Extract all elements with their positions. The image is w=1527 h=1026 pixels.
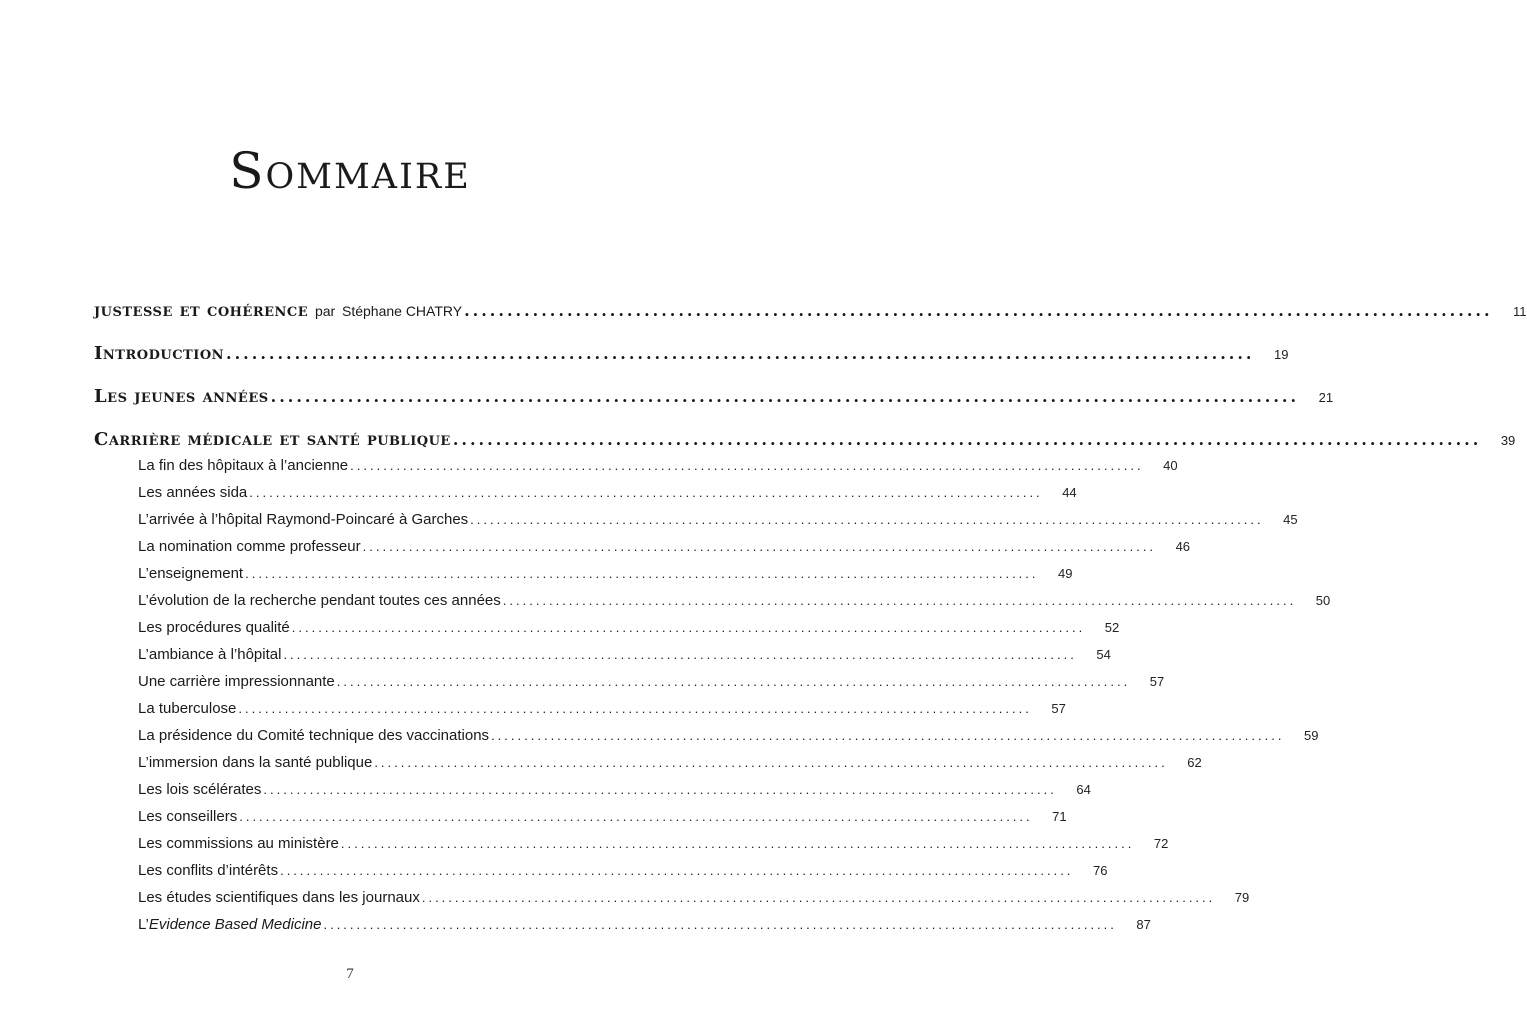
toc-page-number: 76 <box>1093 863 1108 878</box>
toc-page-number: 49 <box>1058 566 1073 581</box>
toc-section-label: La tuberculose <box>138 700 237 717</box>
toc-section[interactable] <box>138 916 1151 940</box>
toc-section[interactable] <box>138 754 1202 778</box>
toc-section-label: La fin des hôpitaux à l’ancienne <box>138 457 349 474</box>
toc-page-number: 72 <box>1153 836 1169 851</box>
toc-chapter-justesse[interactable] <box>94 300 1527 324</box>
toc-page-number: 57 <box>1051 701 1066 716</box>
dot-leader: ........................................................................................................................ <box>421 890 1216 905</box>
toc-page-number: 79 <box>1234 890 1250 905</box>
toc-page-number: 50 <box>1315 593 1331 608</box>
dot-leader: ........................................................................................................................ <box>280 863 1074 878</box>
dot-leader: ........................................................................................................................ <box>249 485 1043 500</box>
toc-page-number: 39 <box>1500 433 1516 448</box>
toc-section[interactable] <box>138 862 1108 886</box>
toc-page-number: 11 <box>1513 304 1527 319</box>
dot-leader: ........................................................................................................................ <box>502 593 1297 608</box>
toc-chapter-introduction[interactable] <box>94 343 1289 367</box>
toc-section[interactable] <box>138 592 1331 616</box>
toc-page-number: 57 <box>1149 674 1165 689</box>
toc-section[interactable] <box>138 781 1091 805</box>
toc-section-label: L’arrivée à l’hôpital Raymond-Poincaré à Garches <box>138 511 469 528</box>
toc-page-number: 46 <box>1175 539 1191 554</box>
toc-section-label: L’immersion dans la santé publique <box>138 754 373 771</box>
page-title: Sommaire <box>229 142 471 200</box>
dot-leader: ........................................................................................................................ <box>362 539 1157 554</box>
toc-section[interactable] <box>138 565 1073 589</box>
toc-section-label: Les lois scélérates <box>138 781 262 798</box>
toc-section[interactable] <box>138 700 1066 724</box>
toc-chapter-label: Les jeunes années <box>94 386 269 407</box>
dot-leader: ........................................................................................................................ <box>245 566 1039 581</box>
toc-section[interactable] <box>138 619 1120 643</box>
toc-section[interactable] <box>138 727 1319 751</box>
toc-section[interactable] <box>138 511 1298 535</box>
toc-section-label: L’enseignement <box>138 565 244 582</box>
toc-section-label: L’Evidence Based Medicine <box>138 916 322 933</box>
dot-leader: ........................................................................................................................ <box>283 647 1077 662</box>
toc-page-number: 21 <box>1318 390 1334 405</box>
dot-leader: ........................................................................................................................ <box>239 809 1033 824</box>
toc-page-number: 19 <box>1274 347 1289 362</box>
toc-page-number: 52 <box>1104 620 1120 635</box>
dot-leader: ........................................................................................................................ <box>263 782 1057 797</box>
toc-page-number: 87 <box>1136 917 1151 932</box>
toc-page-number: 59 <box>1304 728 1319 743</box>
toc-section[interactable] <box>138 673 1165 697</box>
toc-section[interactable] <box>138 646 1111 670</box>
toc-section-label: Les études scientifiques dans les journaux <box>138 889 420 906</box>
dot-leader: ........................................................................................................................ <box>340 836 1135 851</box>
toc-section-label: Les années sida <box>138 484 248 501</box>
dot-leader: ........................................................................................................................ <box>323 917 1117 932</box>
dot-leader: ........................................................................................................................ <box>470 512 1264 527</box>
toc-section[interactable] <box>138 889 1250 913</box>
toc-section-label: La présidence du Comité technique des vaccinations <box>138 727 490 744</box>
toc-page-number: 62 <box>1187 755 1202 770</box>
toc-chapter-label: justesse et cohérence par Stéphane CHATRY <box>94 300 463 321</box>
toc-section-label: L’évolution de la recherche pendant toutes ces années <box>138 592 501 609</box>
toc-section[interactable] <box>138 835 1169 859</box>
toc-section-label: Les commissions au ministère <box>138 835 339 852</box>
dot-leader: ........................................................................................................................ <box>336 674 1131 689</box>
toc-chapter-carriere[interactable] <box>94 429 1516 453</box>
toc-page-number: 45 <box>1283 512 1298 527</box>
dot-leader: ........................................................................................................................ <box>452 430 1482 449</box>
toc-section[interactable] <box>138 457 1178 481</box>
dot-leader: ........................................................................................................................ <box>491 728 1285 743</box>
toc-section[interactable] <box>138 484 1077 508</box>
toc-section-label: Les conflits d’intérêts <box>138 862 279 879</box>
dot-leader: ........................................................................................................................ <box>374 755 1168 770</box>
dot-leader: ........................................................................................................................ <box>350 458 1144 473</box>
dot-leader: ........................................................................................................................ <box>270 387 1300 406</box>
toc-chapter-label: Introduction <box>94 343 225 364</box>
toc-page-number: 44 <box>1062 485 1077 500</box>
page-number: 7 <box>346 966 354 982</box>
toc-page-number: 54 <box>1096 647 1111 662</box>
dot-leader: ........................................................................................................................ <box>226 344 1255 363</box>
toc-chapter-label: Carrière médicale et santé publique <box>94 429 451 450</box>
toc-page-number: 40 <box>1163 458 1178 473</box>
toc-section[interactable] <box>138 538 1191 562</box>
toc-section-label: Les conseillers <box>138 808 238 825</box>
dot-leader: ........................................................................................................................ <box>464 301 1493 320</box>
toc-section-label: Une carrière impressionnante <box>138 673 335 690</box>
dot-leader: ........................................................................................................................ <box>238 701 1032 716</box>
toc-page-number: 64 <box>1076 782 1091 797</box>
toc-page-number: 71 <box>1052 809 1067 824</box>
toc-section-label: Les procédures qualité <box>138 619 290 636</box>
toc-section-label: L’ambiance à l’hôpital <box>138 646 282 663</box>
toc-section-label: La nomination comme professeur <box>138 538 361 555</box>
toc-chapter-jeunes-annees[interactable] <box>94 386 1334 410</box>
dot-leader: ........................................................................................................................ <box>291 620 1086 635</box>
toc-section[interactable] <box>138 808 1067 832</box>
